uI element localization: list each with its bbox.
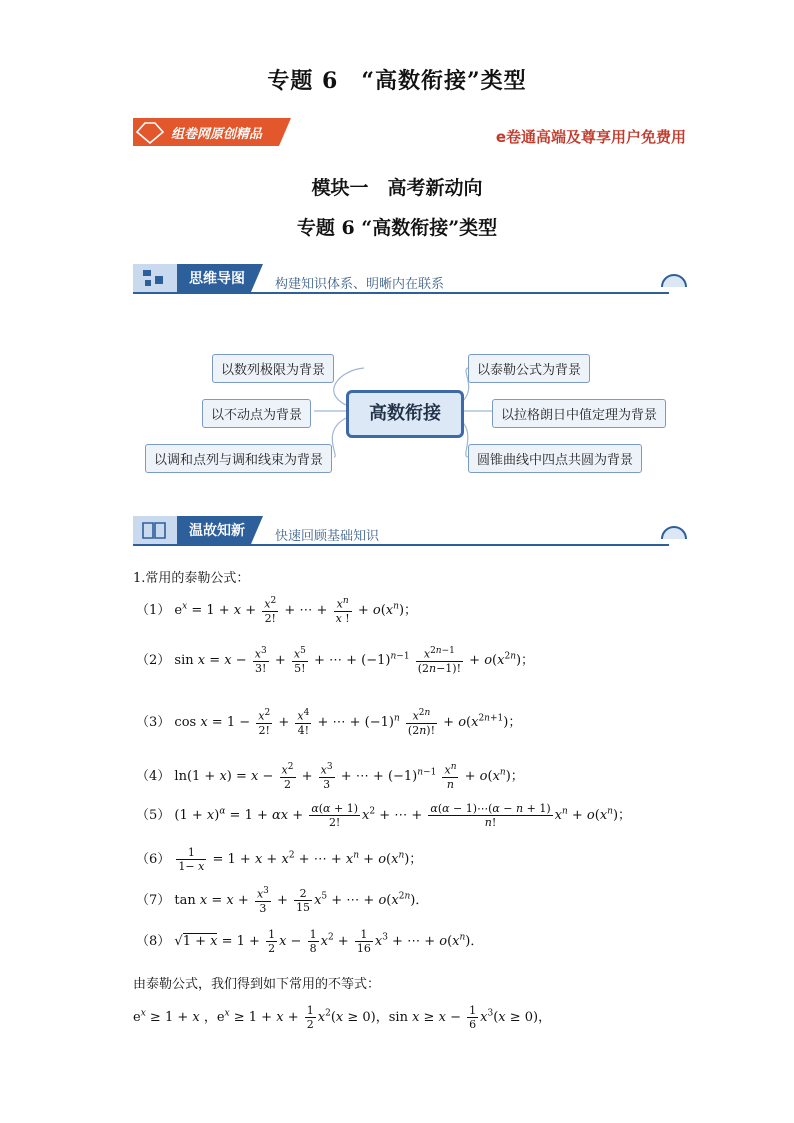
- module-title: 模块一 高考新动向: [311, 177, 483, 199]
- section-header-review: [133, 516, 687, 546]
- formula-8: （8） √1 + x = 1 + $\frac{1}{2}$ x − $\frac{1}{8}$ $x^2$ + $\frac{1}{16}$ $x^3$ + ⋯ + $o(x^n)$．: [136, 928, 484, 955]
- mindmap-node: 以泰勒公式为背景: [468, 354, 590, 383]
- section-label: 温故知新: [189, 523, 245, 539]
- brand-slogan: e卷通高端及尊享用户免费用: [495, 128, 686, 146]
- intro-text: 1.常用的泰勒公式：: [133, 571, 250, 586]
- formula-label: （8）: [136, 934, 171, 949]
- formula-label: （5）: [136, 808, 171, 823]
- formula-label: （2）: [136, 652, 171, 668]
- mindmap-node: 以数列极限为背景: [212, 354, 334, 383]
- formula-2: （2） sin x = x − $\frac{x^3}{3!}$ + $\frac{x^5}{5!}$ + ⋯ + $(-1)^{n-1}$ $\frac{x^{2n-1}}{(2n-1)!}$ + $o(x^{2n})$；: [136, 646, 535, 675]
- formula-6: （6） $\frac{1}{1- x}$ = $1 + x + x^2$ + ⋯ + $x^n + o(x^n)$；: [136, 846, 423, 873]
- mindmap-center-node: 高数衔接: [346, 390, 464, 438]
- section-desc: 快速回顾基础知识: [275, 529, 380, 544]
- inequalities-line: $e^x \ge 1 + x$ ，$e^x \ge 1 + x$ + $\frac{1}{2}$ $x^2(x \ge 0)$，sin x ≥ x − $\frac{1}{6}$ $x^3(x \ge 0)$，: [133, 1004, 552, 1031]
- page-title: 专题 6 “高数衔接”类型: [267, 68, 527, 94]
- brand-badge-label: 组卷网原创精品: [171, 127, 263, 142]
- formula-label: （4）: [136, 768, 171, 784]
- conclusion-text: 由泰勒公式，我们得到如下常用的不等式：: [133, 977, 381, 992]
- formula-label: （7）: [136, 892, 171, 908]
- formula-5: （5） $(1 + x)^\alpha = 1 + \alpha x$ + $\frac{\alpha(\alpha + 1)}{2!}$ $x^2$ + ⋯ + $\frac{\alpha(\alpha - 1)\cdots(\alpha - n + 1)}{n!}$ $x^n + o(x^n)$；: [136, 802, 632, 829]
- sub-title: 专题 6 “高数衔接”类型: [296, 217, 498, 239]
- formula-label: （3）: [136, 714, 171, 730]
- section-divider: [133, 544, 669, 546]
- mindmap-node: 圆锥曲线中四点共圆为背景: [468, 444, 642, 473]
- mindmap-node: 以不动点为背景: [202, 399, 311, 428]
- mindmap-node: 以调和点列与调和线束为背景: [145, 444, 332, 473]
- formula-3: （3） cos x = 1 − $\frac{x^2}{2!}$ + $\frac{x^4}{4!}$ + ⋯ + $(-1)^n$ $\frac{x^{2n}}{(2n)!}$ + $o(x^{2n+1})$；: [136, 708, 522, 737]
- formula-7: （7） tan x = x + $\frac{x^3}{3}$ + $\frac{2}{15}$ $x^5$ + ⋯ + $o(x^{2n})$．: [136, 886, 429, 915]
- section-desc: 构建知识体系、明晰内在联系: [275, 277, 445, 292]
- formula-label: （1）: [136, 602, 171, 618]
- mindmap-node: 以拉格朗日中值定理为背景: [492, 399, 666, 428]
- section-label: 思维导图: [189, 271, 245, 287]
- formula-1: （1） $e^x = 1 + x$ + $\frac{x^2}{2!}$ + ⋯ + $\frac{x^n}{x !}$ + $o(x^n)$；: [136, 596, 418, 625]
- formula-label: （6）: [136, 852, 171, 867]
- formula-4: （4） ln(1 + x) = x − $\frac{x^2}{2}$ + $\frac{x^3}{3}$ + ⋯ + $(-1)^{n-1}$ $\frac{x^n}{n}$ + $o(x^n)$；: [136, 762, 524, 791]
